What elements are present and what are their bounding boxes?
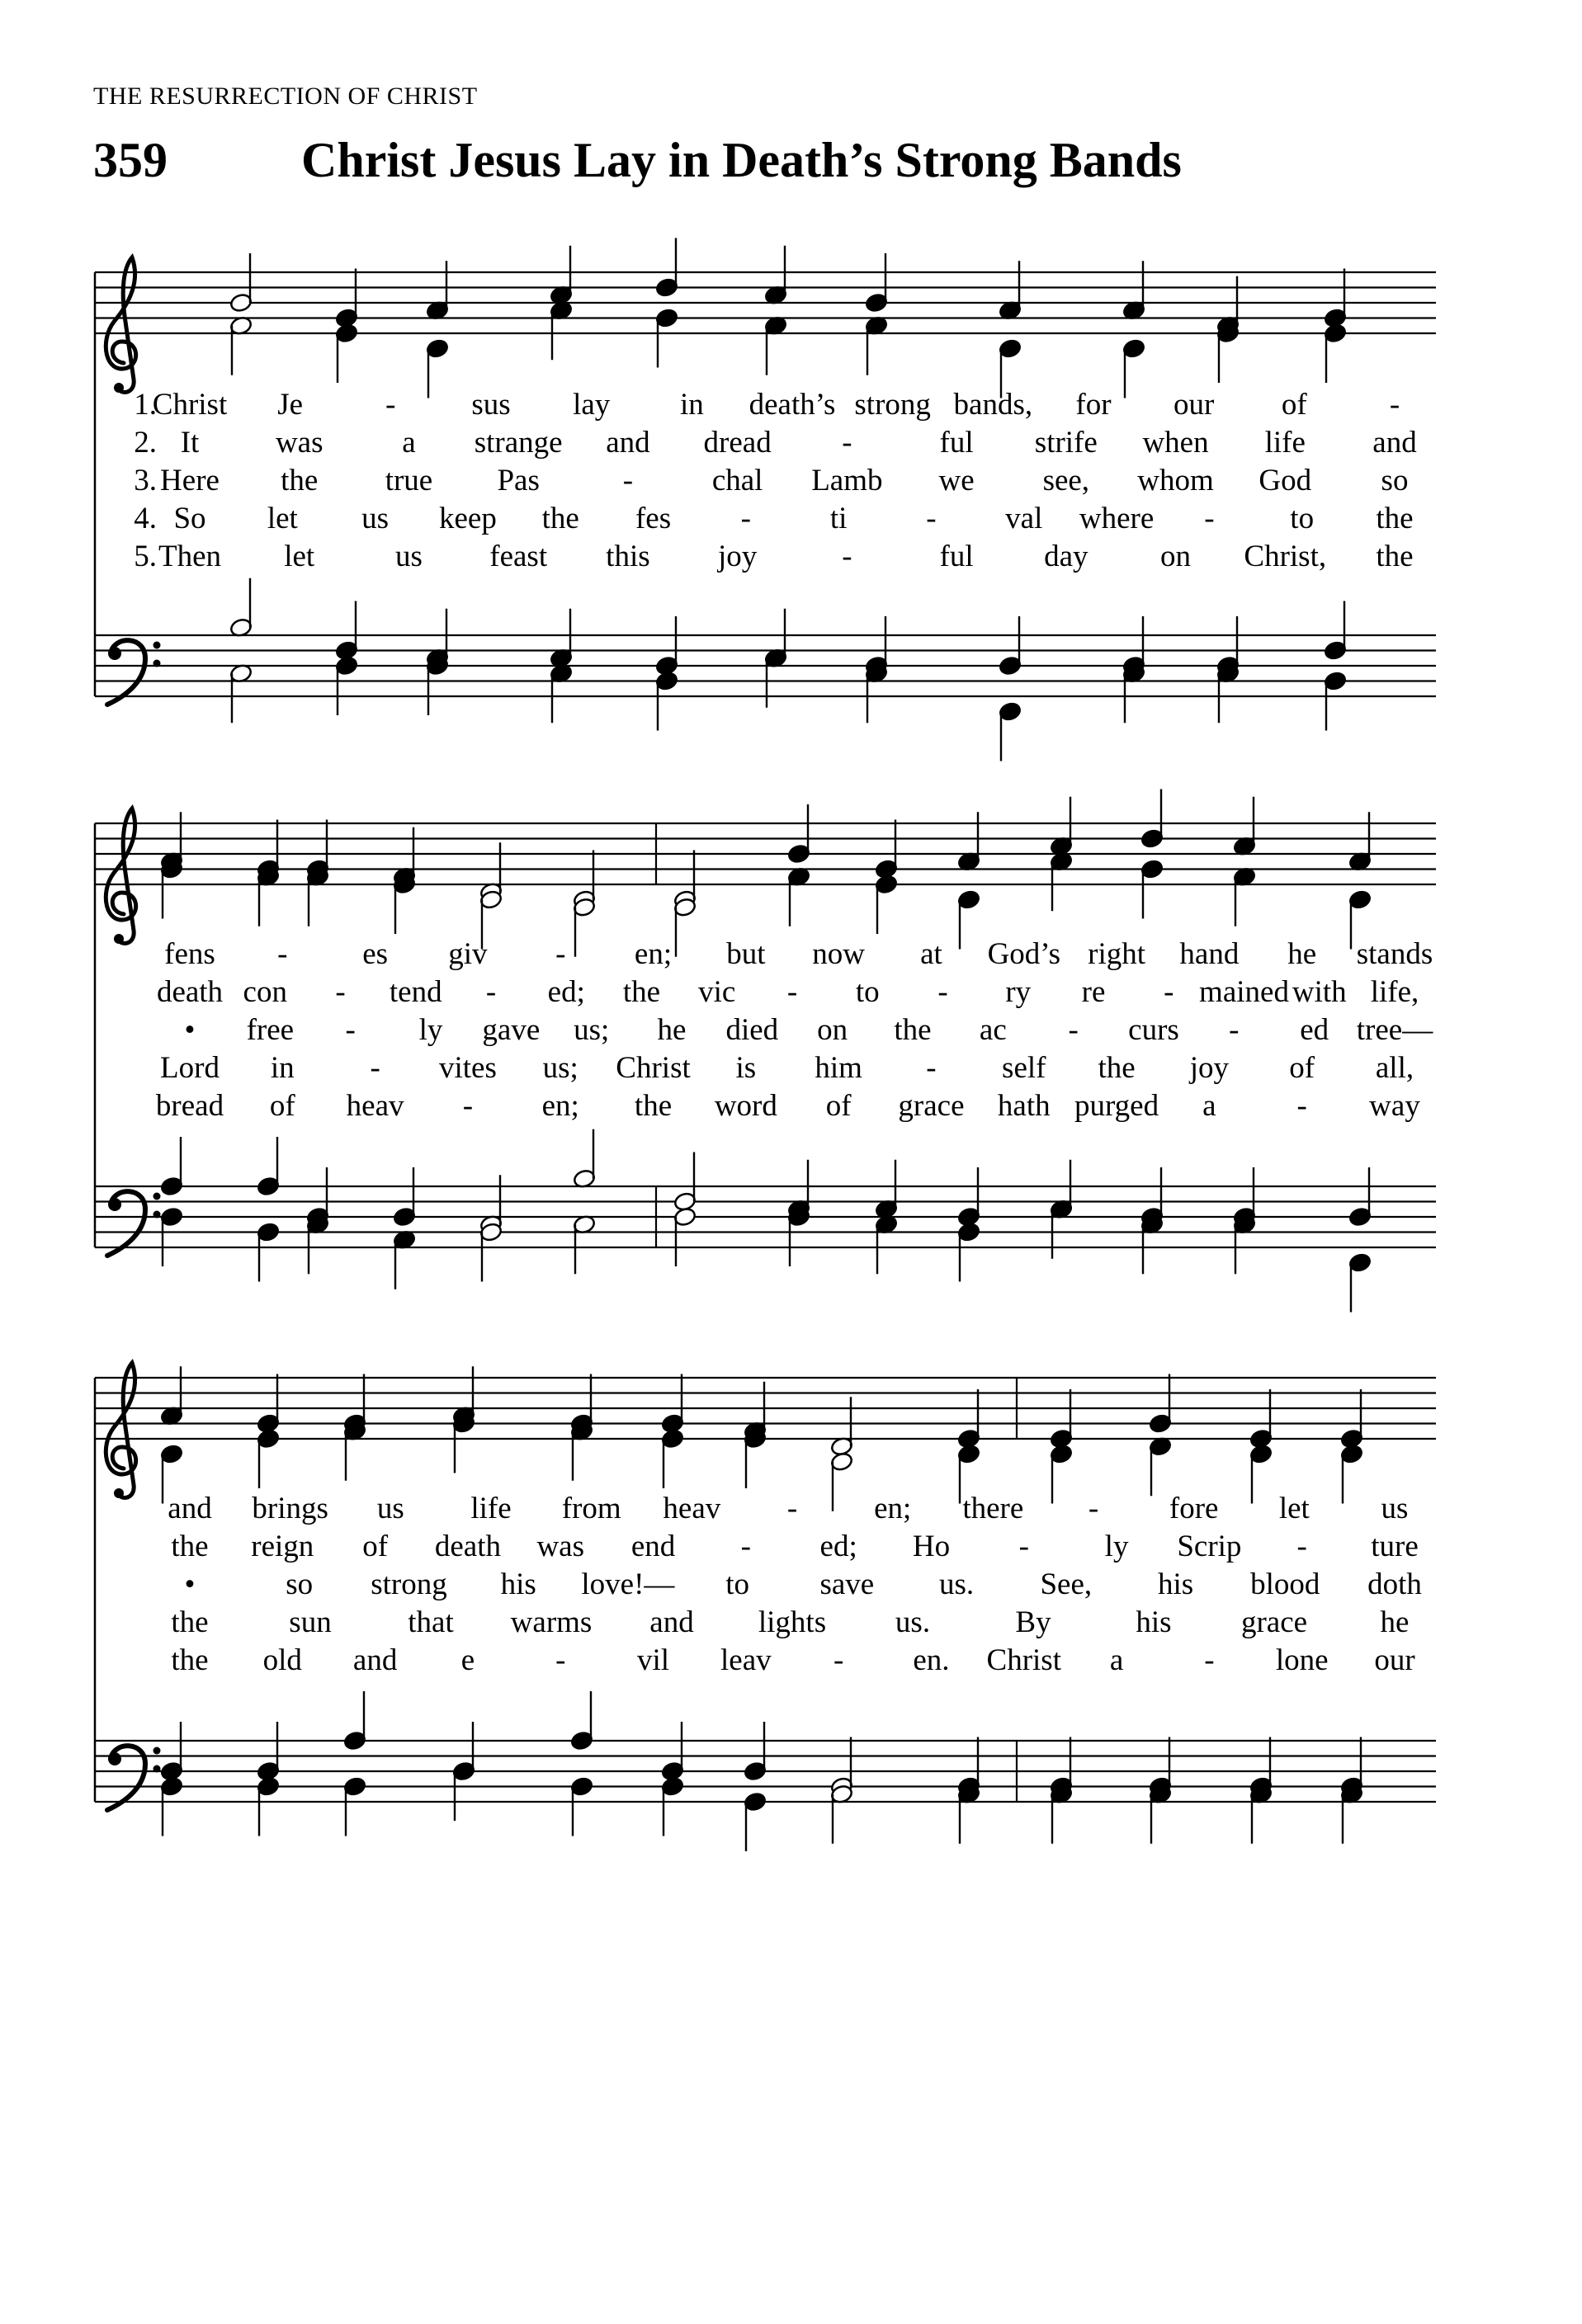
lyric-syllable: he [1287,937,1317,971]
syllable-hyphen: - [1088,1492,1099,1525]
lyric-syllable: free [246,1013,295,1047]
syllable-hyphen: - [740,502,752,535]
lyric-syllable: strife [1034,426,1098,460]
lyric-syllable: see, [1042,464,1090,497]
lyric-syllable: hand [1179,937,1240,971]
syllable-hyphen: - [345,1013,356,1047]
lyric-syllable: ed; [819,1530,857,1563]
lyric-syllable: us [395,540,423,573]
lyric-syllable: in [270,1051,295,1085]
lyric-syllable: lay [573,388,611,422]
lyric-syllable: lone [1275,1643,1329,1677]
lyric-syllable: he [1380,1605,1410,1639]
lyric-syllable: ed [1300,1013,1329,1047]
lyric-syllable: feast [489,540,548,573]
lyric-syllable: this [606,540,650,573]
lyric-syllable: and [649,1605,694,1639]
lyric-syllable: from [561,1492,621,1525]
lyric-syllable: tree— [1356,1013,1433,1047]
lyric-syllable: love!— [581,1567,675,1601]
lyric-syllable: and [352,1643,398,1677]
lyric-syllable: reign [251,1530,314,1563]
syllable-hyphen: - [385,388,396,422]
lyric-syllable: the [171,1643,209,1677]
lyric-syllable: fes [635,502,672,535]
lyric-syllable: lights [758,1605,827,1639]
lyric-syllable: us [361,502,390,535]
lyric-syllable: en; [874,1492,912,1525]
lyric-syllable: vic [698,975,736,1009]
syllable-hyphen: - [1018,1530,1029,1563]
lyric-syllable: strong [854,388,931,422]
lyrics [134,388,1433,1677]
lyric-syllable: a [1109,1643,1124,1677]
lyric-syllable: ac [979,1013,1007,1047]
lyric-syllable: life [1264,426,1306,460]
lyric-syllable: mained [1199,975,1289,1009]
lyric-syllable: there [962,1492,1024,1525]
lyric-syllable: that [408,1605,454,1639]
lyric-syllable: ry [1005,975,1032,1009]
lyric-syllable: ly [418,1013,443,1047]
lyric-syllable: him [815,1051,862,1085]
lyric-syllable: was [275,426,323,460]
lyric-syllable: to [725,1567,750,1601]
lyric-syllable: when [1142,426,1209,460]
lyric-syllable: • [184,1567,196,1601]
lyric-syllable: in [679,388,704,422]
lyric-syllable: By [1015,1605,1051,1639]
lyric-syllable: self [1002,1051,1046,1085]
lyric-syllable: us [376,1492,404,1525]
lyric-syllable: Lord [160,1051,220,1085]
lyric-syllable: his [1136,1605,1172,1639]
lyric-syllable: the [1098,1051,1136,1085]
lyric-syllable: on [1160,540,1192,573]
lyric-syllable: word [714,1089,777,1123]
lyric-syllable: us [1381,1492,1409,1525]
syllable-hyphen: - [622,464,634,497]
lyric-syllable: Christ, [1244,540,1327,573]
lyric-syllable: and [168,1492,212,1525]
verse-number: 3. [134,464,157,497]
lyric-syllable: ly [1104,1530,1129,1563]
treble-clef-icon [106,1363,135,1498]
lyric-syllable: of [269,1089,295,1123]
lyric-syllable: warms [510,1605,593,1639]
lyric-syllable: whom [1137,464,1214,497]
syllable-hyphen: - [1296,1089,1307,1123]
lyric-syllable: on [817,1013,848,1047]
syllable-hyphen: - [842,540,852,573]
lyric-syllable: our [1174,388,1215,422]
lyric-syllable: curs [1128,1013,1179,1047]
lyric-syllable: • [184,1013,196,1047]
syllable-hyphen: - [1164,975,1174,1009]
hymn-title: Christ Jesus Lay in Death’s Strong Bands [301,133,1182,187]
syllable-hyphen: - [335,975,346,1009]
lyric-syllable: us; [574,1013,610,1047]
lyric-syllable: en. [913,1643,950,1677]
lyric-syllable: a [402,426,416,460]
lyric-syllable: e [460,1643,475,1677]
lyric-syllable: bands, [953,388,1033,422]
lyric-syllable: Pas [497,464,540,497]
lyric-syllable: now [812,937,866,971]
lyric-syllable: Christ [986,1643,1062,1677]
lyric-syllable: and [606,426,650,460]
syllable-hyphen: - [786,1492,798,1525]
lyric-syllable: our [1374,1643,1415,1677]
lyric-syllable: blood [1250,1567,1320,1601]
lyric-syllable: joy [717,540,758,573]
treble-clef-icon [106,257,135,393]
lyric-syllable: is [735,1051,757,1085]
lyric-syllable: the [622,975,661,1009]
lyric-syllable: strange [474,426,563,460]
lyric-syllable: joy [1189,1051,1230,1085]
lyric-syllable: let [1278,1492,1310,1525]
lyric-syllable: of [1289,1051,1315,1085]
lyric-syllable: val [1005,502,1043,535]
lyric-syllable: re [1081,975,1106,1009]
lyric-syllable: us. [939,1567,975,1601]
lyric-syllable: Here [160,464,220,497]
lyric-syllable: fore [1169,1492,1219,1525]
lyric-syllable: was [536,1530,585,1563]
lyric-syllable: the [1376,502,1414,535]
lyric-syllable: Christ [616,1051,691,1085]
lyric-syllable: brings [252,1492,328,1525]
lyric-syllable: old [262,1643,302,1677]
lyric-syllable: Ho [912,1530,951,1563]
syllable-hyphen: - [937,975,948,1009]
verse-number: 1. [134,388,157,422]
lyric-syllable: keep [438,502,497,535]
lyric-syllable: of [1281,388,1307,422]
lyric-syllable: we [938,464,975,497]
lyric-syllable: en; [634,937,673,971]
section-heading: THE RESURRECTION OF CHRIST [93,82,478,110]
lyric-syllable: the [894,1013,932,1047]
lyric-syllable: So [173,502,206,535]
lyric-syllable: grace [898,1089,965,1123]
syllable-hyphen: - [1068,1013,1079,1047]
lyric-syllable: the [634,1089,673,1123]
lyric-syllable: Je [277,388,304,422]
syllable-hyphen: - [740,1530,752,1563]
lyric-syllable: for [1075,388,1112,422]
syllable-hyphen: - [555,1643,566,1677]
syllable-hyphen: - [1204,502,1215,535]
lyric-syllable: at [920,937,942,971]
lyric-syllable: the [281,464,319,497]
lyric-syllable: end [630,1530,676,1563]
lyric-syllable: ture [1371,1530,1419,1563]
treble-clef-icon [106,808,135,944]
lyric-syllable: the [1376,540,1414,573]
syllable-hyphen: - [926,502,937,535]
lyric-syllable: es [362,937,389,971]
syllable-hyphen: - [1229,1013,1240,1047]
syllable-hyphen: - [1296,1530,1307,1563]
lyric-syllable: stands [1356,937,1433,971]
lyric-syllable: let [267,502,298,535]
lyric-syllable: his [500,1567,536,1601]
syllable-hyphen: - [786,975,798,1009]
lyric-syllable: the [541,502,579,535]
lyric-syllable: but [726,937,766,971]
syllable-hyphen: - [926,1051,937,1085]
lyric-syllable: death’s [748,388,836,422]
lyric-syllable: vites [438,1051,497,1085]
lyric-syllable: to [1290,502,1315,535]
lyric-syllable: life [470,1492,512,1525]
lyric-syllable: he [657,1013,687,1047]
lyric-syllable: heav [346,1089,404,1123]
lyric-syllable: doth [1367,1567,1422,1601]
lyric-syllable: of [825,1089,852,1123]
lyric-syllable: God [1259,464,1312,497]
lyric-syllable: gave [482,1013,541,1047]
lyric-syllable: con [243,975,287,1009]
lyric-syllable: so [1381,464,1409,497]
lyric-syllable: way [1369,1089,1420,1123]
lyric-syllable: ful [939,426,974,460]
lyric-syllable: day [1044,540,1089,573]
lyric-syllable: death [156,975,224,1009]
lyric-syllable: so [286,1567,314,1601]
lyric-syllable: bread [155,1089,224,1123]
lyric-syllable: heav [663,1492,721,1525]
syllable-hyphen: - [842,426,852,460]
lyric-syllable: all, [1375,1051,1414,1085]
lyric-syllable: ti [829,502,848,535]
lyric-syllable: the [171,1530,209,1563]
syllable-hyphen: - [485,975,497,1009]
lyric-syllable: giv [448,937,488,971]
lyric-syllable: ed; [547,975,585,1009]
lyric-syllable: a [1202,1089,1216,1123]
lyric-syllable: true [385,464,433,497]
lyric-syllable: God’s [987,937,1060,971]
lyric-syllable: sus [471,388,511,422]
lyric-syllable: dread [703,426,772,460]
lyric-syllable: Christ [152,388,228,422]
syllable-hyphen: - [370,1051,380,1085]
lyric-syllable: us. [895,1605,931,1639]
lyric-syllable: let [284,540,315,573]
syllable-hyphen: - [462,1089,474,1123]
verse-number: 2. [134,426,157,460]
lyric-syllable: with [1292,975,1347,1009]
lyric-syllable: sun [289,1605,332,1639]
lyric-syllable: purged [1074,1089,1159,1123]
syllable-hyphen: - [1389,388,1400,422]
lyric-syllable: hath [997,1089,1051,1123]
lyric-syllable: See, [1040,1567,1093,1601]
lyric-syllable: save [819,1567,875,1601]
lyric-syllable: to [855,975,880,1009]
syllable-hyphen: - [555,937,566,971]
lyric-syllable: where [1079,502,1155,535]
syllable-hyphen: - [277,937,288,971]
lyric-syllable: en; [541,1089,579,1123]
syllable-hyphen: - [833,1643,844,1677]
lyric-syllable: vil [637,1643,670,1677]
lyric-syllable: fens [164,937,215,971]
lyric-syllable: his [1157,1567,1194,1601]
lyric-syllable: of [362,1530,389,1563]
lyric-syllable: Then [158,540,222,573]
lyric-syllable: right [1088,937,1146,971]
lyric-syllable: leav [720,1643,772,1677]
lyric-syllable: Scrip [1177,1530,1242,1563]
lyric-syllable: died [725,1013,779,1047]
verse-number: 5. [134,540,157,573]
syllable-hyphen: - [1204,1643,1215,1677]
lyric-syllable: us; [542,1051,578,1085]
lyric-syllable: Lamb [811,464,883,497]
lyric-syllable: ful [939,540,974,573]
lyric-syllable: the [171,1605,209,1639]
verse-number: 4. [134,502,157,535]
lyric-syllable: strong [371,1567,447,1601]
lyric-syllable: life, [1370,975,1419,1009]
hymn-number: 359 [93,133,168,187]
lyric-syllable: and [1372,426,1417,460]
lyric-syllable: grace [1240,1605,1308,1639]
lyric-syllable: tend [389,975,442,1009]
lyric-syllable: death [434,1530,501,1563]
lyric-syllable: chal [711,464,763,497]
lyric-syllable: It [180,426,200,460]
